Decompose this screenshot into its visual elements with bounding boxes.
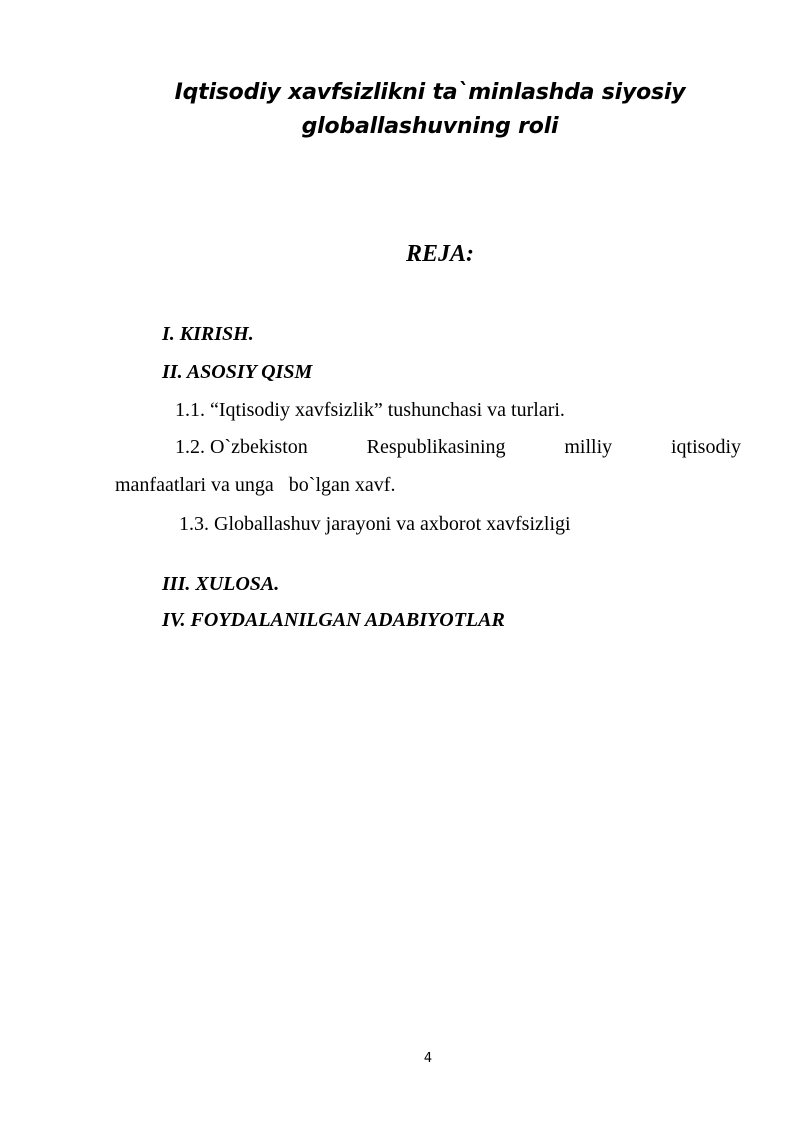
section-intro: I. KIRISH.	[162, 323, 254, 345]
plan-item-1-3: 1.3. Globallashuv jarayoni va axborot xavfsizligi	[179, 513, 571, 535]
plan-item-1-2-first-line	[175, 434, 741, 460]
section-references: IV. FOYDALANILGAN ADABIYOTLAR	[162, 609, 505, 631]
plan-item-1-2-word: Respublikasining	[366, 436, 506, 458]
section-main: II. ASOSIY QISM	[162, 361, 313, 383]
plan-item-1-1: 1.1. “Iqtisodiy xavfsizlik” tushunchasi va turlari.	[175, 399, 565, 421]
plan-item-1-2-continuation: manfaatlari va unga bo`lgan xavf.	[115, 474, 396, 496]
plan-item-1-2-word: milliy	[564, 436, 613, 458]
document-title	[150, 76, 710, 144]
plan-item-1-2-word: iqtisodiy	[670, 436, 741, 458]
plan-item-1-2-word: 1.2. O`zbekiston	[175, 436, 308, 458]
section-conclusion: III. XULOSA.	[162, 573, 280, 595]
title-line-1: Iqtisodiy xavfsizlikni ta`minlashda siyosiy	[174, 80, 686, 105]
plan-heading: REJA:	[405, 241, 474, 267]
title-line-2: globallashuvning roli	[301, 114, 559, 139]
page-number: 4	[423, 1051, 433, 1066]
